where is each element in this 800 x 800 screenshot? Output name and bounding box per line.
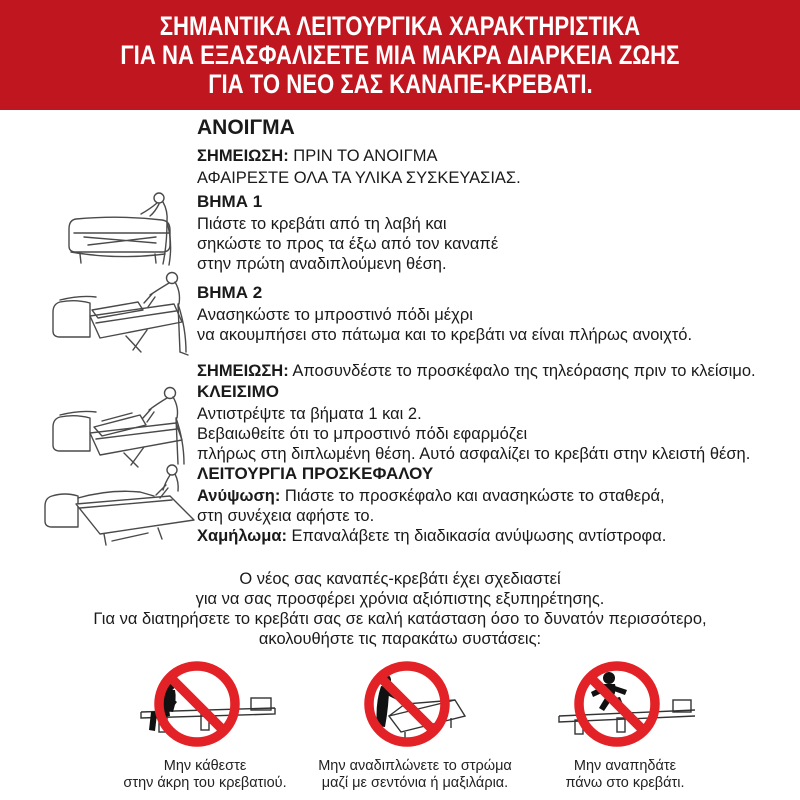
opening-title: ΑΝΟΙΓΜΑ	[197, 116, 295, 139]
caption-line: Μην κάθεστε	[163, 758, 247, 774]
note-opening-line2: ΑΦΑΙΡΕΣΤΕ ΟΛΑ ΤΑ ΥΛΙΚΑ ΣΥΣΚΕΥΑΣΙΑΣ.	[197, 169, 521, 187]
header-line-2: ΓΙΑ ΝΑ ΕΞΑΣΦΑΛΙΣΕΤΕ ΜΙΑ ΜΑΚΡΑ ΔΙΑΡΚΕΙΑ ΖΩΗΣ	[120, 39, 680, 70]
step2-section	[197, 283, 692, 345]
headrest-title: ΛΕΙΤΟΥΡΓΙΑ ΠΡΟΣΚΕΦΑΛΟΥ	[197, 464, 434, 483]
lower-text: Επαναλάβετε τη διαδικασία ανύψωσης αντίστροφα.	[286, 527, 667, 545]
step2-title: ΒΗΜΑ 2	[197, 283, 263, 302]
open-bed-illustration	[42, 460, 198, 552]
step2-opening-sofa-illustration	[48, 266, 198, 362]
outro-paragraph	[0, 569, 800, 649]
note-opening	[197, 145, 521, 189]
no-jumping-on-bed-icon	[545, 660, 705, 752]
warning-no-jumping	[545, 660, 705, 792]
closing-line: πλήρως στη διπλωμένη θέση. Αυτό ασφαλίζει το κρεβάτι στην κλειστή θέση.	[197, 445, 751, 463]
outro-line: ακολουθήστε τις παρακάτω συστάσεις:	[258, 630, 542, 648]
note-opening-line1	[197, 145, 521, 167]
closing-line: Βεβαιωθείτε ότι το μπροστινό πόδι εφαρμόζει	[197, 425, 528, 443]
note-label: ΣΗΜΕΙΩΣΗ:	[197, 362, 289, 380]
header-banner	[0, 0, 800, 110]
note-text: ΠΡΙΝ ΤΟ ΑΝΟΙΓΜΑ	[288, 147, 438, 165]
step1-title: ΒΗΜΑ 1	[197, 192, 263, 211]
step2-line: Ανασηκώστε το μπροστινό πόδι μέχρι	[197, 306, 473, 324]
headrest-lower-line	[197, 526, 666, 546]
note-label: ΣΗΜΕΙΩΣΗ:	[197, 147, 289, 165]
step1-line: Πιάστε το κρεβάτι από τη λαβή και	[197, 215, 447, 233]
caption-line: πάνω στο κρεβάτι.	[565, 775, 685, 791]
step1-closed-sofa-illustration	[62, 189, 197, 273]
no-sitting-on-edge-icon	[125, 660, 285, 752]
warning-caption	[123, 758, 286, 792]
raise-label: Ανύψωση:	[197, 487, 281, 505]
headrest-section	[197, 464, 666, 546]
warning-no-folding-bedding	[318, 660, 512, 792]
headrest-raise-line2: στη συνέχεια αφήστε το.	[197, 507, 375, 525]
warning-caption	[318, 758, 512, 792]
caption-line: Μην αναδιπλώνετε το στρώμα	[318, 758, 512, 774]
headrest-raise-line	[197, 486, 666, 506]
outro-line: Για να διατηρήσετε το κρεβάτι σας σε καλή κατάσταση όσο το δυνατόν περισσότερο,	[93, 610, 707, 628]
step1-line: στην πρώτη αναδιπλούμενη θέση.	[197, 255, 447, 273]
caption-line: Μην αναπηδάτε	[573, 758, 677, 774]
closing-line: Αντιστρέψτε τα βήματα 1 και 2.	[197, 405, 422, 423]
lower-label: Χαμήλωμα:	[197, 527, 287, 545]
outro-line: Ο νέος σας καναπές-κρεβάτι έχει σχεδιαστεί	[239, 570, 561, 588]
step1-section	[197, 192, 498, 274]
note-closing	[197, 361, 756, 381]
caption-line: μαζί με σεντόνια ή μαξιλάρια.	[321, 775, 509, 791]
header-line-3: ΓΙΑ ΤΟ ΝΕΟ ΣΑΣ ΚΑΝΑΠΕ-ΚΡΕΒΑΤΙ.	[207, 68, 593, 99]
closing-title: ΚΛΕΙΣΙΜΟ	[197, 382, 279, 401]
no-folding-with-bedding-icon	[335, 660, 495, 752]
warning-no-sitting	[125, 660, 285, 792]
header-line-1: ΣΗΜΑΝΤΙΚΑ ΛΕΙΤΟΥΡΓΙΚΑ ΧΑΡΑΚΤΗΡΙΣΤΙΚΑ	[159, 10, 641, 41]
step2-line: να ακουμπήσει στο πάτωμα και το κρεβάτι να είναι πλήρως ανοιχτό.	[197, 326, 693, 344]
caption-line: στην άκρη του κρεβατιού.	[123, 775, 287, 791]
warning-caption	[565, 758, 684, 792]
note-text: Αποσυνδέστε το προσκέφαλο της τηλεόρασης πριν το κλείσιμο.	[288, 362, 756, 380]
raise-text: Πιάστε το προσκέφαλο και ανασηκώστε το σταθερά,	[280, 487, 665, 505]
closing-section	[197, 382, 750, 464]
outro-line: για να σας προσφέρει χρόνια αξιόπιστης εξυπηρέτησης.	[195, 590, 605, 608]
step1-line: σηκώστε το προς τα έξω από τον καναπέ	[197, 235, 499, 253]
